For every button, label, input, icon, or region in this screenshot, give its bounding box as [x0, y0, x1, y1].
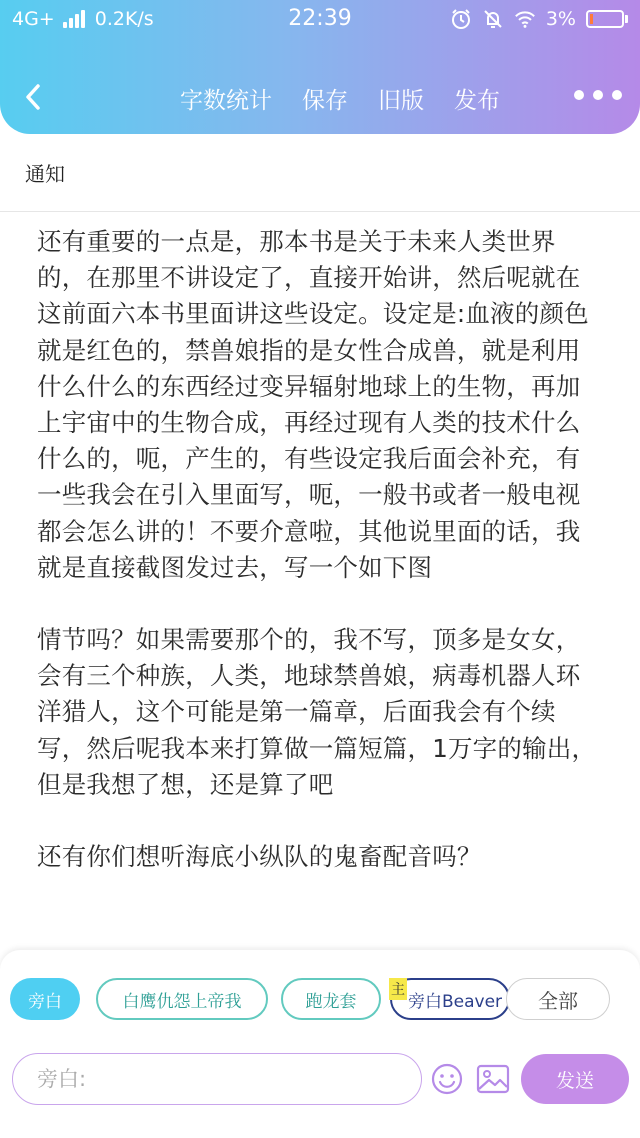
- more-dot: [593, 90, 603, 100]
- more-button[interactable]: [574, 90, 622, 100]
- send-button[interactable]: 发送: [521, 1054, 629, 1104]
- paragraph: 情节吗？如果需要那个的，我不写，顶多是女女，会有三个种族，人类，地球禁兽娘，病毒机器人环洋猎人，这个可能是第一篇章，后面我会有个续写，然后呢我本来打算做一篇短篇，1万字的输出，但是我想了想，还是算了吧: [37, 625, 597, 799]
- role-chip[interactable]: 白鹰仇怨上帝我: [96, 978, 268, 1020]
- battery-percent: 3%: [545, 8, 576, 30]
- battery-icon: [586, 10, 628, 28]
- old-version-button[interactable]: 旧版: [378, 88, 424, 114]
- network-type: 4G+: [12, 8, 55, 30]
- story-content[interactable]: [37, 224, 603, 875]
- divider: [0, 211, 640, 212]
- message-input-wrap: [12, 1053, 422, 1105]
- save-button[interactable]: 保存: [302, 88, 348, 114]
- app-header: [0, 0, 640, 134]
- chevron-left-icon: [18, 80, 48, 114]
- more-dots-icon: [574, 90, 584, 100]
- wifi-icon: [514, 8, 536, 30]
- message-input[interactable]: [13, 1054, 421, 1104]
- emoji-button[interactable]: [430, 1062, 464, 1096]
- more-dot: [612, 90, 622, 100]
- status-time: 22:39: [288, 6, 352, 31]
- notice-title[interactable]: 通知: [25, 162, 65, 186]
- role-chip-narrator[interactable]: 旁白: [10, 978, 80, 1020]
- paragraph: 还有重要的一点是，那本书是关于未来人类世界的，在那里不讲设定了，直接开始讲，然后呢就在这前面六本书里面讲这些设定。设定是:血液的颜色就是红色的，禁兽娘指的是女性合成兽，就是利用什么什么的东西经过变异辐射地球上的生物，再加上宇宙中的生物合成，再经过现有人类的技术什么什么的，呃，产生的，有些设定我后面会补充，有一些我会在引入里面写，呃，一般书或者一般电视都会怎么讲的！不要介意啦，其他说里面的话，我就是直接截图发过去，写一个如下图: [37, 227, 589, 582]
- word-count-button[interactable]: 字数统计: [180, 88, 272, 114]
- alarm-icon: [450, 8, 472, 30]
- status-right: [450, 8, 628, 30]
- nav-actions: [180, 82, 500, 115]
- publish-button[interactable]: 发布: [454, 88, 500, 114]
- mute-bell-icon: [482, 8, 504, 30]
- network-speed: 0.2K/s: [94, 8, 154, 30]
- role-chip[interactable]: 跑龙套: [281, 978, 381, 1020]
- image-icon: [476, 1063, 510, 1095]
- main-role-tag: 主: [389, 978, 407, 1000]
- status-bar: [0, 0, 640, 44]
- paragraph: 还有你们想听海底小纵队的鬼畜配音吗？: [37, 842, 482, 872]
- smiley-icon: [430, 1062, 464, 1096]
- back-button[interactable]: [18, 80, 48, 114]
- all-roles-button[interactable]: 全部: [506, 978, 610, 1020]
- composer-panel: [0, 950, 640, 1138]
- role-chip[interactable]: 旁白Beaver: [390, 978, 510, 1020]
- image-button[interactable]: [476, 1063, 510, 1095]
- role-chips: [10, 978, 630, 1022]
- paragraph-gap: [37, 803, 603, 839]
- nav-bar: [0, 70, 640, 126]
- paragraph-gap: [37, 586, 603, 622]
